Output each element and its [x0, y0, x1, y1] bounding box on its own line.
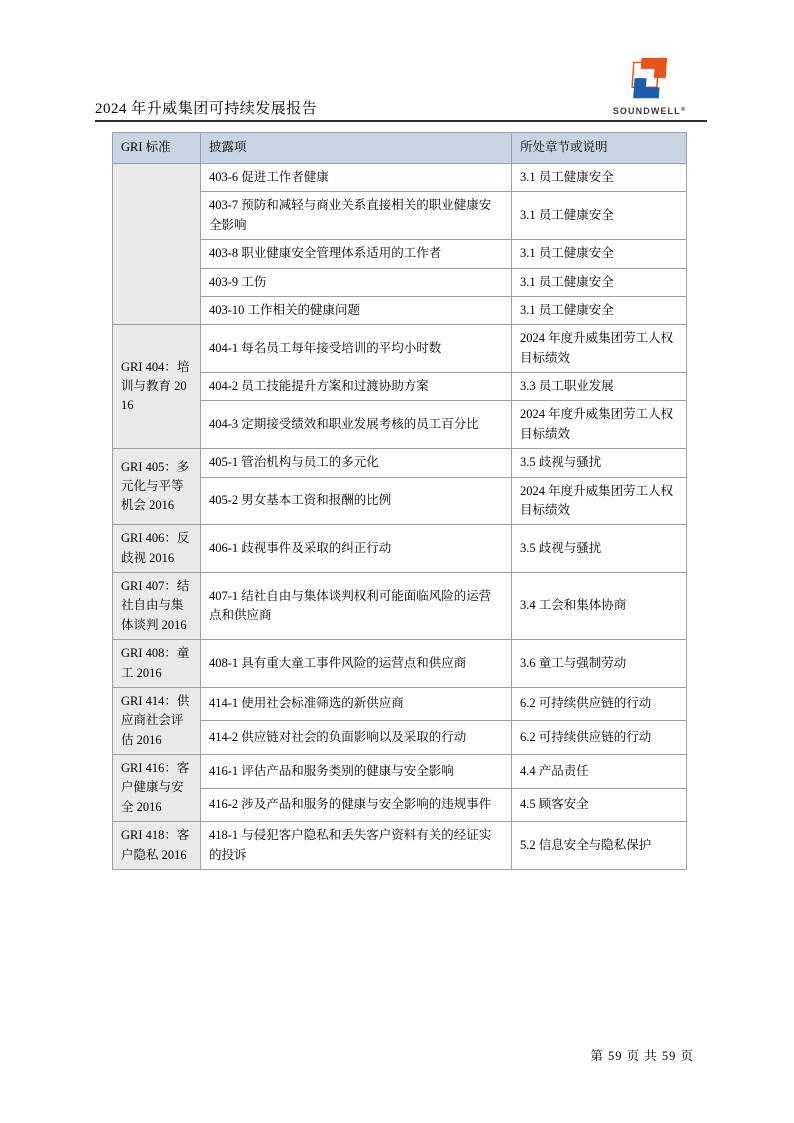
gri-standard-cell: GRI 418：客户隐私 2016 [113, 822, 201, 870]
chapter-cell: 6.2 可持续供应链的行动 [512, 687, 687, 721]
gri-table-body [113, 164, 687, 870]
disclosure-cell: 407-1 结社自由与集体谈判权利可能面临风险的运营点和供应商 [201, 573, 512, 640]
disclosure-cell: 403-8 职业健康安全管理体系适用的工作者 [201, 240, 512, 268]
disclosure-cell: 408-1 具有重大童工事件风险的运营点和供应商 [201, 640, 512, 688]
chapter-cell: 4.5 顾客安全 [512, 788, 687, 822]
disclosure-cell: 416-1 评估产品和服务类别的健康与安全影响 [201, 755, 512, 789]
header-chapter: 所处章节或说明 [512, 133, 687, 164]
disclosure-cell: 403-6 促进工作者健康 [201, 164, 512, 192]
table-row [113, 525, 687, 573]
disclosure-cell: 416-2 涉及产品和服务的健康与安全影响的违规事件 [201, 788, 512, 822]
disclosure-cell: 414-1 使用社会标准筛选的新供应商 [201, 687, 512, 721]
disclosure-cell: 414-2 供应链对社会的负面影响以及采取的行动 [201, 721, 512, 755]
chapter-cell: 3.3 员工职业发展 [512, 373, 687, 401]
disclosure-cell: 405-2 男女基本工资和报酬的比例 [201, 477, 512, 525]
table-header-row [113, 133, 687, 164]
chapter-cell: 3.1 员工健康安全 [512, 268, 687, 296]
disclosure-cell: 403-7 预防和减轻与商业关系直接相关的职业健康安全影响 [201, 192, 512, 240]
header-disclosure: 披露项 [201, 133, 512, 164]
table-row [113, 325, 687, 373]
chapter-cell: 2024 年度升威集团劳工人权目标绩效 [512, 325, 687, 373]
logo-wordmark: SOUNDWELL® [612, 106, 686, 116]
table-row [113, 640, 687, 688]
soundwell-logo [606, 54, 692, 116]
chapter-cell: 3.5 歧视与骚扰 [512, 525, 687, 573]
chapter-cell: 6.2 可持续供应链的行动 [512, 721, 687, 755]
disclosure-cell: 404-2 员工技能提升方案和过渡协助方案 [201, 373, 512, 401]
gri-standard-cell: GRI 405：多元化与平等机会 2016 [113, 449, 201, 525]
gri-standard-cell: GRI 406：反歧视 2016 [113, 525, 201, 573]
chapter-cell: 3.5 歧视与骚扰 [512, 449, 687, 477]
page-title: 2024 年升威集团可持续发展报告 [95, 101, 318, 117]
gri-standard-cell: GRI 404：培训与教育 2016 [113, 325, 201, 449]
chapter-cell: 5.2 信息安全与隐私保护 [512, 822, 687, 870]
gri-standard-cell: GRI 416：客户健康与安全 2016 [113, 755, 201, 822]
table-row [113, 822, 687, 870]
disclosure-cell: 405-1 管治机构与员工的多元化 [201, 449, 512, 477]
chapter-cell: 3.1 员工健康安全 [512, 296, 687, 324]
gri-standard-cell: GRI 407：结社自由与集体谈判 2016 [113, 573, 201, 640]
table-row [113, 687, 687, 721]
disclosure-cell: 403-10 工作相关的健康问题 [201, 296, 512, 324]
gri-index-table [112, 132, 687, 870]
chapter-cell: 3.1 员工健康安全 [512, 240, 687, 268]
table-row [113, 449, 687, 477]
chapter-cell: 3.1 员工健康安全 [512, 164, 687, 192]
gri-standard-cell: GRI 414：供应商社会评估 2016 [113, 687, 201, 754]
chapter-cell: 3.1 员工健康安全 [512, 192, 687, 240]
header-rule [95, 120, 707, 122]
chapter-cell: 4.4 产品责任 [512, 755, 687, 789]
gri-standard-cell: GRI 408：童工 2016 [113, 640, 201, 688]
table-row [113, 755, 687, 789]
registered-mark: ® [680, 107, 686, 113]
disclosure-cell: 406-1 歧视事件及采取的纠正行动 [201, 525, 512, 573]
disclosure-cell: 404-1 每名员工每年接受培训的平均小时数 [201, 325, 512, 373]
gri-standard-cell [113, 164, 201, 325]
disclosure-cell: 404-3 定期接受绩效和职业发展考核的员工百分比 [201, 401, 512, 449]
soundwell-logo-icon [606, 54, 692, 104]
page-number: 第 59 页 共 59 页 [590, 1049, 694, 1063]
header-gri-standard: GRI 标准 [113, 133, 201, 164]
disclosure-cell: 418-1 与侵犯客户隐私和丢失客户资料有关的经证实的投诉 [201, 822, 512, 870]
chapter-cell: 3.6 童工与强制劳动 [512, 640, 687, 688]
chapter-cell: 3.4 工会和集体协商 [512, 573, 687, 640]
table-row [113, 573, 687, 640]
table-row [113, 164, 687, 192]
disclosure-cell: 403-9 工伤 [201, 268, 512, 296]
chapter-cell: 2024 年度升威集团劳工人权目标绩效 [512, 477, 687, 525]
chapter-cell: 2024 年度升威集团劳工人权目标绩效 [512, 401, 687, 449]
